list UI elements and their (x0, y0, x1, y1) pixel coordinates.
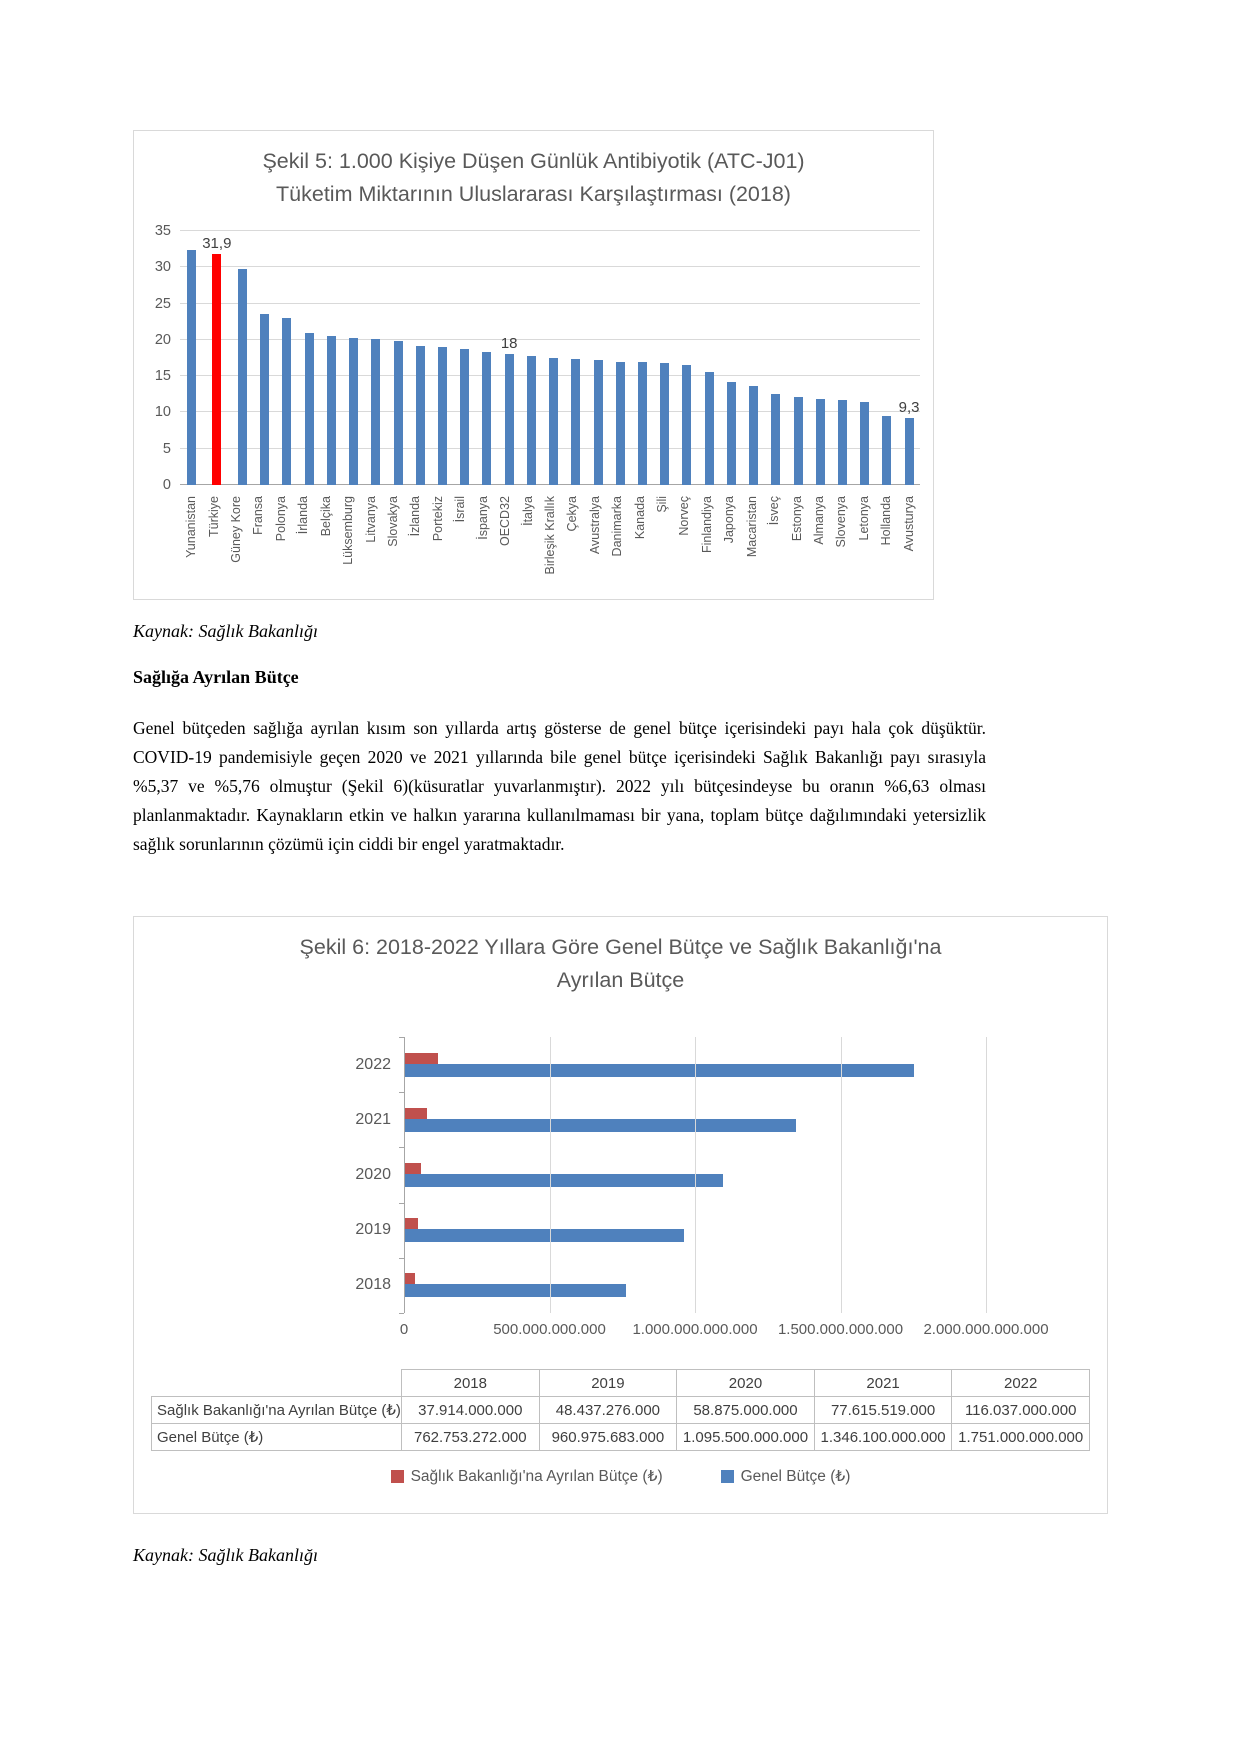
fig5-bar-slot (676, 231, 698, 485)
fig5-bar-Norveç (682, 365, 691, 485)
fig5-category-slot (763, 489, 785, 595)
fig5-bar-slot (476, 231, 498, 485)
fig5-category-label: Almanya (812, 496, 827, 545)
fig6-table-value: 48.437.276.000 (539, 1397, 677, 1424)
fig5-bar-slot (254, 231, 276, 485)
fig5-bar-Slovakya (394, 341, 403, 485)
fig5-category-slot (673, 489, 695, 595)
fig5-category-slot (830, 489, 852, 595)
fig5-bar-Kanada (638, 362, 647, 485)
fig6-gridline (695, 1037, 696, 1313)
fig5-category-label: Estonya (789, 496, 804, 542)
fig5-y-tick-label: 0 (162, 477, 171, 493)
fig6-category-axis-line (404, 1037, 405, 1313)
fig5-bar-slot (742, 231, 764, 485)
fig6-table-year-header: 2020 (677, 1370, 815, 1397)
fig6-table-value: 1.095.500.000.000 (677, 1424, 815, 1451)
figure5-title (134, 145, 933, 211)
fig5-category-label: Birleşik Krallık (542, 496, 557, 575)
fig5-bar-Lüksemburg (349, 338, 358, 485)
fig5-category-slot (539, 489, 561, 595)
fig6-value-axis-label: 2.000.000.000.000 (923, 1321, 1049, 1338)
figure5-title-line1: Şekil 5: 1.000 Kişiye Düşen Günlük Antibiyotik (ATC-J01) (262, 149, 805, 173)
fig5-bar-slot (876, 231, 898, 485)
fig5-bar-slot (631, 231, 653, 485)
fig5-category-slot (270, 489, 292, 595)
figure5-panel (133, 130, 934, 600)
fig5-category-slot (292, 489, 314, 595)
fig6-table-year-header: 2021 (814, 1370, 952, 1397)
fig6-bar-general-budget-2020 (404, 1174, 723, 1187)
fig5-category-label: Avustralya (587, 496, 602, 555)
fig5-bar-Slovenya (838, 400, 847, 485)
fig5-bar-slot (202, 231, 231, 485)
fig6-bar-general-budget-2018 (404, 1284, 626, 1297)
fig6-legend-item (721, 1467, 851, 1486)
fig5-category-slot (404, 489, 426, 595)
fig6-bar-health-budget-2018 (404, 1273, 415, 1284)
fig6-table-row-label: Sağlık Bakanlığı'na Ayrılan Bütçe (₺) (152, 1397, 402, 1424)
fig6-bar-health-budget-2019 (404, 1218, 418, 1229)
fig5-category-slot (785, 489, 807, 595)
fig6-axis-tick (399, 1203, 404, 1204)
fig5-bar-Macaristan (749, 386, 758, 485)
fig5-category-label: Fransa (251, 496, 266, 535)
fig6-year-label: 2021 (355, 1110, 391, 1128)
fig5-category-slot (427, 489, 449, 595)
fig5-category-label: OECD32 (498, 496, 513, 547)
fig6-value-axis-label: 1.000.000.000.000 (632, 1321, 758, 1338)
fig5-category-label: Avusturya (901, 496, 916, 552)
fig5-bar-slot (180, 231, 202, 485)
fig6-table-row-label: Genel Bütçe (₺) (152, 1424, 402, 1451)
fig6-table-value: 960.975.683.000 (539, 1424, 677, 1451)
figure5-source-note: Kaynak: Sağlık Bakanlığı (133, 621, 318, 641)
figure5-title-line2: Tüketim Miktarının Uluslararası Karşılaştırması (2018) (276, 182, 791, 206)
fig5-category-label: Danimarka (610, 496, 625, 557)
fig6-bar-health-budget-2022 (404, 1053, 438, 1064)
fig5-category-label: Türkiye (206, 496, 221, 537)
fig5-category-label: Macaristan (744, 496, 759, 558)
fig5-bar-slot (609, 231, 631, 485)
fig5-category-slot (516, 489, 538, 595)
fig5-y-tick-label: 25 (154, 295, 171, 312)
fig5-data-label: 18 (500, 335, 518, 353)
fig5-bar-slot (765, 231, 787, 485)
fig6-legend-swatch-blue (721, 1470, 734, 1483)
fig5-bar-Finlandiya (705, 372, 714, 485)
fig5-bar-Güney Kore (238, 269, 247, 485)
fig5-bar-İspanya (482, 352, 491, 485)
fig6-axis-tick (399, 1037, 404, 1038)
fig5-data-label: 9,3 (898, 398, 920, 416)
fig5-category-slot (180, 489, 202, 595)
fig5-bar-İtalya (527, 356, 536, 485)
fig5-bar-slot (343, 231, 365, 485)
figure6-title-line1: Şekil 6: 2018-2022 Yıllara Göre Genel Bütçe ve Sağlık Bakanlığı'na (299, 935, 942, 959)
fig5-bar-Litvanya (371, 339, 380, 485)
fig6-table-row (152, 1397, 1090, 1424)
fig6-gridline (986, 1037, 987, 1313)
fig6-value-axis-labels (399, 1321, 1049, 1341)
fig5-category-slot (606, 489, 628, 595)
fig6-table-value: 37.914.000.000 (402, 1397, 540, 1424)
fig6-table-value: 116.037.000.000 (952, 1397, 1090, 1424)
fig6-table-year-header: 2018 (402, 1370, 540, 1397)
fig5-category-label: İsrail (453, 496, 468, 523)
fig6-axis-tick (399, 1313, 404, 1314)
fig5-bar-slot (898, 231, 920, 485)
fig5-y-tick-label: 35 (154, 223, 171, 239)
fig6-value-axis-label: 0 (399, 1321, 409, 1338)
fig6-year-label: 2022 (355, 1055, 391, 1073)
fig5-category-label: İsveç (767, 496, 782, 526)
fig5-category-label: Slovenya (834, 496, 849, 548)
fig6-axis-tick (399, 1258, 404, 1259)
fig5-bar-slot (409, 231, 431, 485)
fig5-category-label: Lüksemburg (341, 496, 356, 565)
fig5-bar-slot (431, 231, 453, 485)
fig5-bar-Letonya (860, 402, 869, 485)
fig5-bar-Şili (660, 363, 669, 485)
fig5-category-label: Portekiz (430, 496, 445, 542)
fig6-bar-health-budget-2021 (404, 1108, 427, 1119)
fig6-table-value: 1.346.100.000.000 (814, 1424, 952, 1451)
fig5-category-label: Polonya (273, 496, 288, 542)
fig5-bar-Belçika (327, 336, 336, 485)
fig5-category-label: İspanya (475, 496, 490, 540)
fig5-category-label: Norveç (677, 496, 692, 536)
fig6-legend (134, 1467, 1107, 1486)
fig6-legend-label: Sağlık Bakanlığı'na Ayrılan Bütçe (₺) (410, 1468, 663, 1485)
body-paragraph: Genel bütçeden sağlığa ayrılan kısım son yıllarda artış gösterse de genel bütçe içerisindeki payı hala çok düşüktür. COVID-19 pandemisiyle geçen 2020 ve 2021 yıllarında bile genel bütçe içerisindeki Sağlık Bakanlığı payı sırasıyla %5,37 ve %5,76 olmuştur (Şekil 6)(küsuratlar yuvarlanmıştır). 2022 yılı bütçesindeyse bu oranın %6,63 olması planlanmaktadır. Kaynakların etkin ve halkın yararına kullanılmaması bir yana, toplam bütçe dağılımındaki yetersizlik sağlık sorunlarının çözümü için ciddi bir engel yaratmaktadır. (133, 718, 986, 854)
fig5-category-slot (808, 489, 830, 595)
fig5-category-slot (718, 489, 740, 595)
fig5-category-label: Şili (655, 496, 670, 513)
figure6-source-note: Kaynak: Sağlık Bakanlığı (133, 1545, 318, 1565)
fig6-data-table (151, 1369, 1090, 1451)
fig6-bar-general-budget-2021 (404, 1119, 796, 1132)
fig5-category-slot (359, 489, 381, 595)
fig5-bar-slot (787, 231, 809, 485)
fig5-bar-slot (520, 231, 542, 485)
fig5-bar-Estonya (794, 397, 803, 485)
fig5-y-tick-label: 20 (154, 331, 171, 348)
fig5-category-label: Letonya (856, 496, 871, 541)
fig6-legend-label: Genel Bütçe (₺) (740, 1468, 851, 1485)
fig5-bar-Hollanda (882, 416, 891, 485)
fig6-table-blank-cell (152, 1370, 402, 1397)
fig5-bar-slot (587, 231, 609, 485)
fig6-table-row (152, 1424, 1090, 1451)
fig5-y-tick-label: 5 (162, 440, 171, 457)
fig5-bar-slot (365, 231, 387, 485)
fig5-y-tick-label: 30 (154, 259, 171, 276)
fig5-category-label: Slovakya (386, 496, 400, 547)
fig5-category-slot (225, 489, 247, 595)
fig5-bar-İsveç (771, 394, 780, 485)
fig6-table-header-row (152, 1370, 1090, 1397)
fig5-bar-Portekiz (438, 347, 447, 485)
fig5-bar-Japonya (727, 382, 736, 485)
fig5-y-tick-label: 10 (154, 404, 171, 421)
fig5-bar-Türkiye (212, 254, 221, 486)
fig6-axis-tick (399, 1147, 404, 1148)
fig5-bar-Danimarka (616, 362, 625, 485)
figure6-panel (133, 916, 1108, 1514)
fig5-bar-slot (698, 231, 720, 485)
fig5-category-slot (741, 489, 763, 595)
fig5-category-label: Hollanda (879, 496, 894, 546)
fig5-bar-slot (720, 231, 742, 485)
fig6-table-value: 762.753.272.000 (402, 1424, 540, 1451)
fig5-bar-İzlanda (416, 346, 425, 485)
fig5-bar-Birleşik Krallık (549, 358, 558, 485)
fig5-data-label: 31,9 (202, 234, 232, 252)
fig5-category-label: Finlandiya (699, 496, 714, 553)
fig6-value-axis-label: 1.500.000.000.000 (777, 1321, 904, 1338)
fig5-bar-slot (387, 231, 409, 485)
fig5-bar-slot (831, 231, 853, 485)
fig5-bar-slot (542, 231, 564, 485)
fig5-category-label: İtalya (520, 496, 535, 526)
fig5-category-slot (651, 489, 673, 595)
fig5-category-slot (315, 489, 337, 595)
fig5-bar-Almanya (816, 399, 825, 485)
fig5-category-labels (180, 489, 920, 595)
fig5-bar-slot (854, 231, 876, 485)
fig6-plot (355, 1037, 986, 1313)
fig5-bar-slot (276, 231, 298, 485)
fig6-value-axis-label: 500.000.000.000 (493, 1321, 606, 1338)
fig6-year-label: 2019 (355, 1221, 391, 1239)
fig5-category-slot (337, 489, 359, 595)
fig6-table-year-header: 2019 (539, 1370, 677, 1397)
fig5-category-label: Kanada (632, 496, 647, 540)
figure6-title-line2: Ayrılan Bütçe (556, 968, 685, 992)
fig5-category-slot (382, 489, 404, 595)
fig5-category-slot (584, 489, 606, 595)
fig6-bar-general-budget-2022 (404, 1064, 914, 1077)
fig5-category-label: Güney Kore (229, 496, 244, 563)
fig5-bar-slot (654, 231, 676, 485)
fig5-bar-Çekya (571, 359, 580, 485)
fig5-bar-İsrail (460, 349, 469, 485)
fig6-bar-health-budget-2020 (404, 1163, 421, 1174)
fig6-year-label: 2020 (355, 1166, 391, 1183)
fig5-bar-Avusturya (905, 418, 914, 485)
fig6-gridline (841, 1037, 842, 1313)
fig5-category-label: İrlanda (296, 496, 311, 535)
fig5-bar-slot (809, 231, 831, 485)
fig5-bar-slot (298, 231, 320, 485)
fig5-bar-İrlanda (305, 333, 314, 485)
fig6-table-value: 58.875.000.000 (677, 1397, 815, 1424)
fig5-category-slot (471, 489, 493, 595)
fig5-category-slot (561, 489, 583, 595)
fig5-category-slot (696, 489, 718, 595)
fig5-bar-Avustralya (594, 360, 603, 485)
fig6-gridline (550, 1037, 551, 1313)
fig5-category-label: Çekya (565, 496, 580, 532)
section-heading: Sağlığa Ayrılan Bütçe (133, 667, 299, 687)
fig5-bar-slot (565, 231, 587, 485)
fig5-category-slot (202, 489, 224, 595)
fig5-category-slot (494, 489, 516, 595)
fig6-bar-general-budget-2019 (404, 1229, 684, 1242)
fig6-legend-item (391, 1467, 663, 1486)
fig5-category-slot (875, 489, 897, 595)
fig6-axis-tick (399, 1092, 404, 1093)
fig6-table-year-header: 2022 (952, 1370, 1090, 1397)
fig5-bar-OECD32 (505, 354, 514, 485)
fig5-bar-Yunanistan (187, 250, 196, 485)
fig6-table-value: 1.751.000.000.000 (952, 1424, 1090, 1451)
fig5-category-label: Japonya (722, 496, 737, 544)
figure6-title (134, 931, 1107, 997)
fig6-legend-swatch-red (391, 1470, 404, 1483)
fig5-bars (180, 231, 920, 485)
fig5-bar-slot (320, 231, 342, 485)
fig5-bar-Fransa (260, 314, 269, 485)
fig6-table-value: 77.615.519.000 (814, 1397, 952, 1424)
fig5-plot (154, 223, 920, 493)
fig5-bar-Polonya (282, 318, 291, 485)
fig5-category-slot (628, 489, 650, 595)
fig5-category-slot (853, 489, 875, 595)
fig5-bar-slot (454, 231, 476, 485)
fig5-category-label: İzlanda (408, 496, 423, 537)
fig5-bar-slot (231, 231, 253, 485)
fig5-category-slot (449, 489, 471, 595)
fig5-category-slot (898, 489, 920, 595)
fig5-y-tick-label: 15 (154, 368, 171, 385)
fig6-year-label: 2018 (355, 1276, 391, 1294)
fig5-category-label: Yunanistan (184, 496, 199, 558)
fig5-category-label: Belçika (318, 496, 333, 537)
fig5-bar-slot (498, 231, 520, 485)
fig5-category-label: Litvanya (363, 496, 378, 543)
fig5-category-slot (247, 489, 269, 595)
